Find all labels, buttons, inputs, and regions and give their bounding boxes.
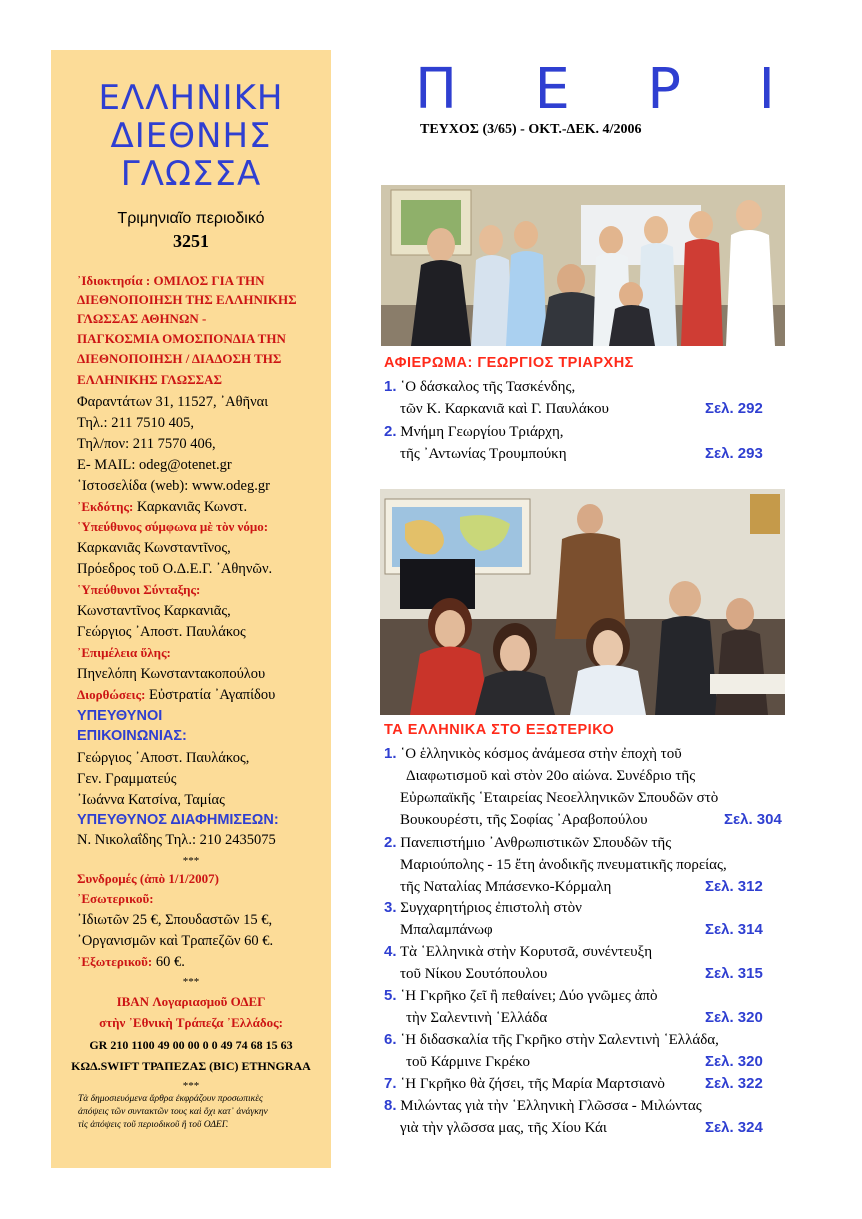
- toc-item-3-line-3: Εὐρωπαϊκῆς ῾Εταιρείας Νεοελληνικῶν Σπουδῶν στὸ: [400, 790, 719, 806]
- curation: Πηνελόπη Κωνσταντακοπούλου: [77, 666, 266, 682]
- editors-line-2: Γεώργιος ᾿Αποστ. Παυλάκος: [77, 624, 246, 640]
- domestic-label: ᾿Εσωτερικοῦ:: [77, 891, 154, 906]
- ads-contact: Ν. Νικολαΐδης Τηλ.: 210 2435075: [77, 832, 276, 848]
- toc-item-4-page: Σελ. 312: [705, 878, 763, 895]
- separator-stars-1: ***: [182, 855, 200, 867]
- communications-label-2: ΕΠΙΚΟΙΝΩΝΙΑΣ:: [77, 728, 187, 744]
- owner-line-1: ᾿Ιδιοκτησία : ΟΜΙΛΟΣ ΓΙΑ ΤΗΝ: [77, 273, 265, 288]
- iban-label-2: στὴν ᾿Εθνικὴ Τράπεζα ᾿Ελλάδος:: [99, 1015, 283, 1030]
- journal-title-line-3: ΓΛΩΣΣΑ: [120, 154, 262, 194]
- communications-line-3: ᾿Ιωάννα Κατσίνα, Ταμίας: [77, 792, 225, 808]
- subscriptions-label: Συνδρομές (ἀπὸ 1/1/2007): [77, 871, 219, 886]
- title-letter: Ρ: [647, 57, 682, 122]
- toc-item-8-line-2: τοῦ Κάρμινε Γκρέκο: [406, 1054, 530, 1070]
- disclaimer-line-2: ἀπόψεις τῶν συντακτῶν τους καὶ ὄχι κατ᾿ ἀνάγκην: [78, 1107, 268, 1117]
- toc-item-4: 2. Πανεπιστήμιο ᾿Ανθρωπιστικῶν Σπουδῶν τῆς: [384, 834, 672, 851]
- disclaimer-line-1: Τὰ δημοσιευόμενα ἄρθρα ἐκφράζουν προσωπικὲς: [78, 1094, 263, 1104]
- iban-number: GR 210 1100 49 00 00 0 0 49 74 68 15 63: [89, 1038, 293, 1052]
- editors-label: ῾Υπεύθυνοι Σύνταξης:: [77, 582, 201, 597]
- toc-item-3: 1. ῾Ο ἑλληνικὸς κόσμος ἀνάμεσα στὴν ἐποχὴ τοῦ: [384, 745, 682, 762]
- separator-stars-3: ***: [182, 1080, 200, 1092]
- toc-item-4-line-2: Μαριούπολης - 15 ἔτη ἀνοδικῆς πνευματικῆς πορείας,: [400, 857, 727, 873]
- ads-label: ΥΠΕΥΘΥΝΟΣ ΔΙΑΦΗΜΙΣΕΩΝ:: [77, 812, 279, 828]
- toc-item-4-line-3: τῆς Ναταλίας Μπάσενκο-Κόρμαλη: [400, 879, 612, 895]
- separator-stars-2: ***: [182, 976, 200, 988]
- owner-line-2: ΔΙΕΘΝΟΠΟΙΗΣΗ ΤΗΣ ΕΛΛΗΝΙΚΗΣ: [77, 292, 297, 307]
- abroad: ᾿Εξωτερικοῦ: 60 €.: [77, 954, 185, 970]
- toc-item-9-page: Σελ. 322: [705, 1075, 763, 1092]
- toc-item-3-line-2: Διαφωτισμοῦ καὶ στὸν 20ο αἰώνα. Συνέδριο τῆς: [406, 768, 696, 784]
- domestic-line-1: ᾿Ιδιωτῶν 25 €, Σπουδαστῶν 15 €,: [77, 912, 273, 928]
- toc-item-1-page: Σελ. 292: [705, 400, 763, 417]
- journal-subtitle: Τριμηνιαῖο περιοδικό: [117, 210, 265, 227]
- domestic-line-2: ᾿Οργανισμῶν καὶ Τραπεζῶν 60 €.: [77, 933, 274, 949]
- address: Φαραντάτων 31, 11527, ᾿Αθῆναι: [77, 394, 269, 410]
- toc-item-2: 2. Μνήμη Γεωργίου Τριάρχη,: [384, 423, 564, 440]
- toc-item-8: 6. ῾Η διδασκαλία τῆς Γκρῆκο στὴν Σαλεντινὴ ῾Ελλάδα,: [384, 1031, 719, 1048]
- toc-item-7-line-2: τὴν Σαλεντινὴ ῾Ελλάδα: [406, 1010, 548, 1026]
- swift-code: ΚΩΔ.SWIFT ΤΡΑΠΕΖΑΣ (BIC) ETHNGRAA: [71, 1059, 311, 1073]
- toc-item-3-line-4: Βουκουρέστι, τῆς Σοφίας ᾿Αραβοπούλου: [400, 812, 648, 828]
- classroom-photo-drawing: [381, 185, 785, 346]
- disclaimer-line-3: τὶς ἀπόψεις τοῦ περιοδικοῦ ἢ τοῦ ΟΔΕΓ.: [78, 1120, 229, 1130]
- classroom-group-photo: [381, 185, 785, 346]
- owner-line-4: ΠΑΓΚΟΣΜΙΑ ΟΜΟΣΠΟΝΔΙΑ ΤΗΝ: [77, 331, 286, 346]
- toc-item-2-line-2: τῆς ᾿Αντωνίας Τρουμπούκη: [400, 446, 567, 462]
- toc-item-1-line-2: τῶν Κ. Καρκανιᾶ καὶ Γ. Παυλάκου: [400, 401, 609, 417]
- toc-item-1: 1. ῾Ο δάσκαλος τῆς Τασκένδης,: [384, 378, 576, 395]
- curation-label: ᾿Επιμέλεια ὕλης:: [77, 645, 171, 660]
- legal-label: ῾Υπεύθυνος σύμφωνα μὲ τὸν νόμο:: [77, 519, 269, 534]
- editors-line-1: Κωνσταντῖνος Καρκανιᾶς,: [77, 603, 231, 619]
- phone: Τηλ.: 211 7510 405,: [77, 415, 195, 431]
- legal-line-2: Πρόεδρος τοῦ Ο.Δ.Ε.Γ. ᾿Αθηνῶν.: [77, 561, 273, 577]
- magazine-title: [415, 57, 775, 122]
- email: E- MAIL: odeg@otenet.gr: [77, 457, 232, 473]
- iban-label-1: IBAN Λογαριασμοῦ ΟΔΕΓ: [116, 994, 266, 1009]
- owner-line-6: ΕΛΛΗΝΙΚΗΣ ΓΛΩΣΣΑΣ: [77, 372, 223, 387]
- toc-item-9: 7. ῾Η Γκρῆκο θὰ ζήσει, τῆς Μαρία Μαρτσιανὸ: [384, 1075, 665, 1092]
- toc-item-6-line-2: τοῦ Νίκου Σουτόπουλου: [400, 966, 548, 982]
- toc-item-10-line-2: γιὰ τὴν γλῶσσα μας, τῆς Χίου Κάι: [400, 1120, 607, 1136]
- owner-line-3: ΓΛΩΣΣΑΣ ΑΘΗΝΩΝ -: [77, 311, 207, 326]
- journal-title-line-2: ΔΙΕΘΝΗΣ: [110, 116, 272, 156]
- students-photo-drawing: [380, 489, 785, 715]
- classroom-students-photo: [380, 489, 785, 715]
- toc-item-3-page: Σελ. 304: [724, 811, 782, 828]
- owner-line-5: ΔΙΕΘΝΟΠΟΙΗΣΗ / ΔΙΑΔΟΣΗ ΤΗΣ: [77, 351, 282, 366]
- journal-code: 3251: [173, 231, 209, 251]
- website: ῾Ιστοσελίδα (web): www.odeg.gr: [77, 478, 270, 494]
- toc-item-7-page: Σελ. 320: [705, 1009, 763, 1026]
- title-letter: Ι: [758, 57, 775, 122]
- issue-line: ΤΕΥΧΟΣ (3/65) - ΟΚΤ.-ΔΕΚ. 4/2006: [420, 122, 642, 137]
- title-letter: Ε: [534, 57, 570, 122]
- proofreading: Διορθώσεις: Εὐστρατία ᾿Αγαπίδου: [77, 687, 276, 703]
- communications-label-1: ΥΠΕΥΘΥΝΟΙ: [77, 708, 163, 724]
- title-letter: Π: [415, 57, 458, 122]
- toc-item-10: 8. Μιλώντας γιὰ τὴν ῾Ελληνικὴ Γλῶσσα - Μιλώντας: [384, 1097, 702, 1114]
- toc-item-6: 4. Τὰ ῾Ελληνικὰ στὴν Κορυτσᾶ, συνέντευξη: [384, 943, 653, 960]
- toc-item-5-page: Σελ. 314: [705, 921, 763, 938]
- phone-fax: Τηλ/πον: 211 7570 406,: [77, 436, 216, 452]
- section-heading-tribute: ΑΦΙΕΡΩΜΑ: ΓΕΩΡΓΙΟΣ ΤΡΙΑΡΧΗΣ: [384, 355, 634, 371]
- legal-line-1: Καρκανιᾶς Κωνσταντῖνος,: [77, 540, 231, 556]
- toc-item-2-page: Σελ. 293: [705, 445, 763, 462]
- toc-item-6-page: Σελ. 315: [705, 965, 763, 982]
- toc-item-10-page: Σελ. 324: [705, 1119, 763, 1136]
- toc-item-5: 3. Συγχαρητήριος ἐπιστολὴ στὸν: [384, 899, 582, 916]
- journal-title-line-1: ΕΛΛΗΝΙΚΗ: [98, 78, 284, 118]
- toc-item-5-line-2: Μπαλαμπάνωφ: [400, 922, 493, 938]
- publisher: ᾿Εκδότης: Καρκανιᾶς Κωνστ.: [77, 499, 248, 515]
- section-heading-abroad: ΤΑ ΕΛΛΗΝΙΚΑ ΣΤΟ ΕΞΩΤΕΡΙΚΟ: [384, 722, 615, 738]
- toc-item-8-page: Σελ. 320: [705, 1053, 763, 1070]
- communications-line-1: Γεώργιος ᾿Αποστ. Παυλάκος,: [77, 750, 250, 766]
- toc-item-7: 5. ῾Η Γκρῆκο ζεῖ ἢ πεθαίνει; Δύο γνῶμες ἀπὸ: [384, 987, 658, 1004]
- communications-line-2: Γεν. Γραμματεύς: [77, 771, 177, 787]
